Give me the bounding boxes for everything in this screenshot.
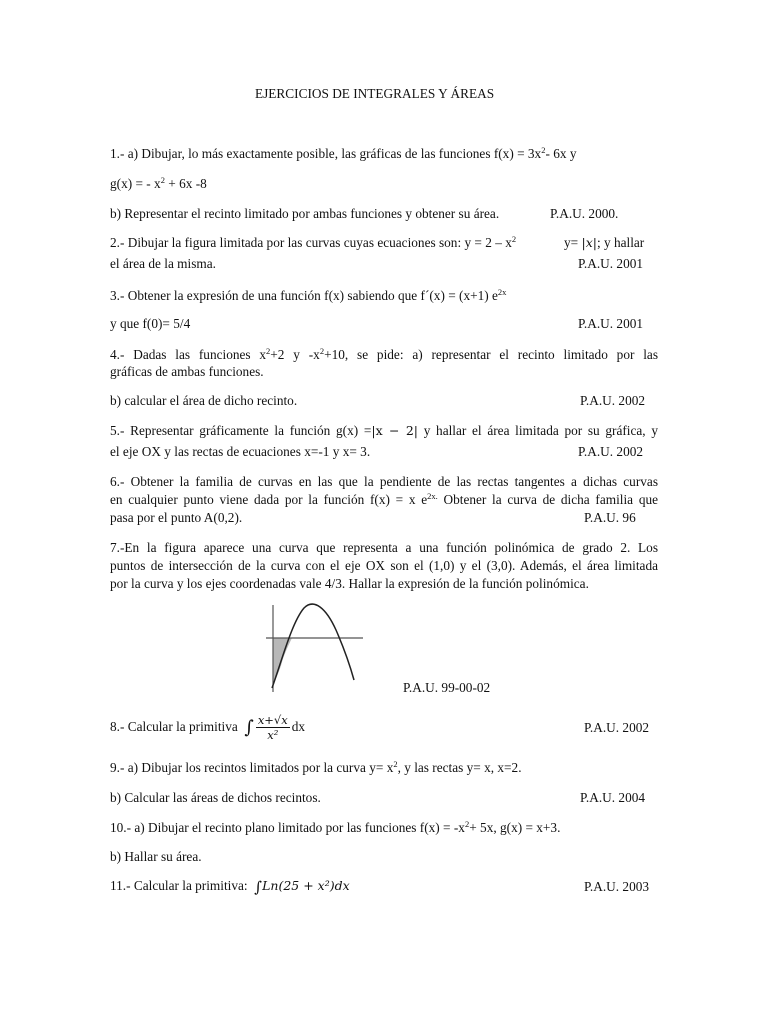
ex7-line-2: puntos de intersección de la curva con el eje OX son el (1,0) y el (3,0). Además, el área limitada	[110, 558, 658, 573]
ex6-text-2: en cualquier punto viene dada por la función f(x) = x e	[110, 492, 428, 507]
ex5-abs: |x − 2|	[371, 423, 418, 438]
ex2-exp-1: 2	[511, 234, 517, 244]
ex1-line-g	[110, 176, 207, 192]
ex1-exp-a: 2	[541, 145, 546, 155]
ex8-denominator: x²	[267, 728, 279, 743]
ex9-text-a: 9.- a) Dibujar los recintos limitados por la curva y= x	[110, 760, 394, 775]
ex1-text-g-tail: + 6x -8	[164, 176, 207, 191]
ex10-line-b: b) Hallar su área.	[110, 849, 202, 864]
ex6-text-2-tail: Obtener la curva de dicha familia que	[437, 492, 659, 507]
ex2-ref: P.A.U. 2001	[578, 256, 644, 271]
ex2-line-1-right	[564, 235, 644, 251]
ex5-line-1	[110, 423, 658, 439]
page-title: EJERCICIOS DE INTEGRALES Y ÁREAS	[255, 86, 495, 101]
ex11-ref: P.A.U. 2003	[584, 879, 650, 894]
ex5-text-1: 5.- Representar gráficamente la función g(x) =	[110, 423, 372, 438]
ex4-exp-2: 2	[319, 346, 325, 356]
ex1-ref: P.A.U. 2000.	[550, 206, 619, 221]
ex8-ref: P.A.U. 2002	[584, 720, 650, 735]
ex4-exp-1: 2	[266, 346, 271, 356]
ex5-text-2: y hallar el área limitada por su gráfica, y	[418, 423, 658, 438]
ex3-line-1	[110, 288, 506, 304]
ex7-ref: P.A.U. 99-00-02	[403, 680, 491, 695]
ex9-exp-a: 2	[393, 759, 398, 769]
ex10-text-a-tail: + 5x, g(x) = x+3.	[469, 820, 561, 835]
ex4-ref: P.A.U. 2002	[580, 393, 646, 408]
ex10-exp-a: 2	[464, 819, 470, 829]
integral-sign-icon: ∫	[244, 716, 254, 738]
ex3-text-1: 3.- Obtener la expresión de una función f(x) sabiendo que f´(x) = (x+1) e	[110, 288, 498, 303]
ex2-abs-x: |x|	[581, 235, 597, 250]
ex7-line-1: 7.-En la figura aparece una curva que representa a una función polinómica de grado 2. Los	[110, 540, 658, 555]
ex11-expression: Ln(25 + x²)dx	[262, 878, 350, 893]
ex1-exp-g: 2	[160, 175, 165, 185]
ex8-dx: dx	[291, 719, 306, 734]
ex4-text-3: +10, se pide: a) representar el recinto limitado por las	[324, 347, 658, 362]
ex2-text-tail: ; y hallar	[596, 235, 645, 250]
ex8-line	[110, 712, 305, 742]
ex4-line-1	[110, 347, 658, 363]
ex4-line-2: gráficas de ambas funciones.	[110, 364, 264, 379]
ex8-numerator: x+√x	[257, 713, 288, 728]
ex2-text-y: y=	[564, 235, 579, 250]
ex2-line-2: el área de la misma.	[110, 256, 216, 271]
ex6-line-1: 6.- Obtener la familia de curvas en las que la pendiente de las rectas tangentes a dichas curvas	[110, 474, 658, 489]
ex6-exp-2: 2x.	[427, 491, 438, 501]
ex8-fraction	[256, 713, 290, 742]
ex4-text-1: 4.- Dadas las funciones x	[110, 347, 267, 362]
ex3-ref: P.A.U. 2001	[578, 316, 644, 331]
ex3-line-2: y que f(0)= 5/4	[110, 316, 191, 331]
ex6-ref: P.A.U. 96	[584, 510, 636, 525]
ex11-text: 11.- Calcular la primitiva:	[110, 878, 248, 893]
ex6-line-2	[110, 492, 658, 508]
ex10-text-a: 10.- a) Dibujar el recinto plano limitado por las funciones f(x) = -x	[110, 820, 465, 835]
ex1-line-b: b) Representar el recinto limitado por ambas funciones y obtener su área.	[110, 206, 500, 221]
ex1-text-g: g(x) = - x	[110, 176, 161, 191]
ex4-text-2: +2 y -x	[270, 347, 320, 362]
ex4-line-b: b) calcular el área de dicho recinto.	[110, 393, 298, 408]
parabola-figure	[266, 600, 366, 696]
ex10-line-a	[110, 820, 560, 836]
ex1-text-a-tail: - 6x y	[545, 146, 577, 161]
integral-sign-icon: ∫	[254, 877, 263, 896]
ex5-ref: P.A.U. 2002	[578, 444, 644, 459]
ex9-text-a-tail: , y las rectas y= x, x=2.	[397, 760, 522, 775]
ex9-line-b: b) Calcular las áreas de dichos recintos.	[110, 790, 321, 805]
ex9-ref: P.A.U. 2004	[580, 790, 646, 805]
ex8-text: 8.- Calcular la primitiva	[110, 719, 238, 734]
ex3-exp-1: 2x	[497, 287, 507, 297]
ex5-line-2: el eje OX y las rectas de ecuaciones x=-1 y x= 3.	[110, 444, 371, 459]
ex1-text-a: 1.- a) Dibujar, lo más exactamente posible, las gráficas de las funciones f(x) = 3x	[110, 146, 542, 161]
ex1-line-a	[110, 146, 577, 162]
ex9-line-a	[110, 760, 522, 776]
ex6-line-3: pasa por el punto A(0,2).	[110, 510, 243, 525]
ex7-line-3: por la curva y los ejes coordenadas vale 4/3. Hallar la expresión de la función polinómica.	[110, 576, 589, 591]
ex2-text-1: 2.- Dibujar la figura limitada por las curvas cuyas ecuaciones son: y = 2 – x	[110, 235, 512, 250]
ex11-line	[110, 876, 350, 897]
ex2-line-1	[110, 235, 516, 251]
